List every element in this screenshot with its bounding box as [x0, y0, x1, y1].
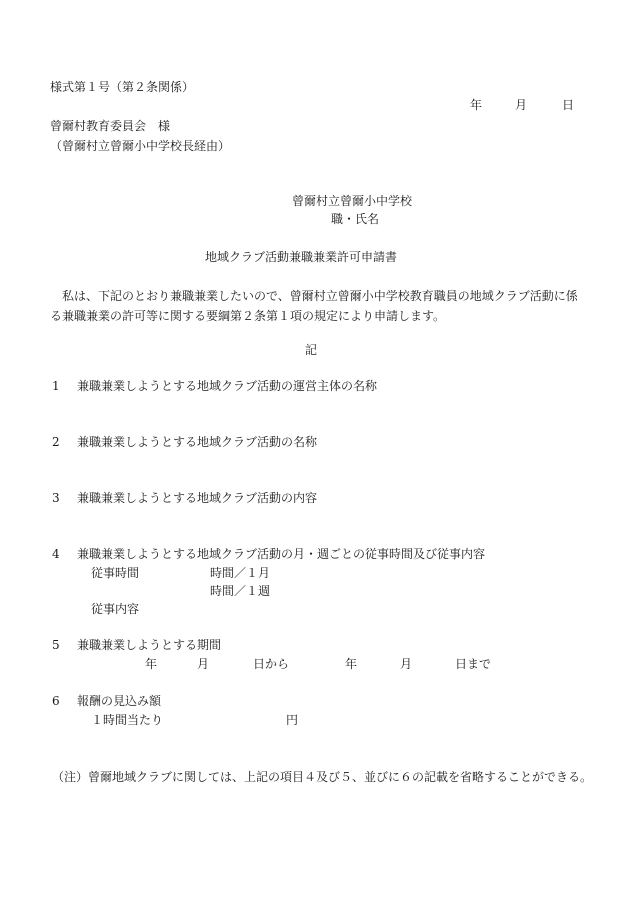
item2-number: 2: [52, 435, 60, 449]
ki-label: 記: [305, 343, 318, 357]
item5-from-year: 年: [145, 657, 158, 671]
item4-content-label: 従事内容: [91, 602, 140, 616]
item5-number: 5: [52, 638, 60, 652]
applicant-school: 曾爾村立曾爾小中学校: [292, 194, 413, 208]
body-paragraph: 私は、下記のとおり兼職兼業したいので、曾爾村立曾爾小中学校教育職員の地域クラブ活動に係る兼職兼業の許可等に関する要綱第２条第１項の規定により申請します。: [50, 289, 578, 323]
item5-from-month: 月: [197, 657, 210, 671]
date-year-label: 年: [470, 98, 483, 112]
item4-hours-label: 従事時間: [91, 566, 140, 580]
item5-from-day: 日から: [253, 657, 290, 671]
item5-to-month: 月: [400, 657, 413, 671]
via-principal: （曾爾村立曾爾小中学校長経由）: [50, 139, 231, 153]
item6-per-hour: １時間当たり: [91, 713, 164, 727]
footnote: （注）曾爾地域クラブに関しては、上記の項目４及び５、並びに６の記載を省略することができる。: [52, 770, 593, 784]
item3-number: 3: [52, 491, 60, 505]
date-month-label: 月: [515, 98, 528, 112]
item1-number: 1: [52, 379, 60, 393]
document-title: 地域クラブ活動兼職兼業許可申請書: [205, 250, 398, 264]
item3-text: 兼職兼業しようとする地域クラブ活動の内容: [77, 491, 318, 505]
item4-text: 兼職兼業しようとする地域クラブ活動の月・週ごとの従事時間及び従事内容: [77, 547, 486, 561]
applicant-name-label: 職・氏名: [331, 212, 380, 226]
item6-yen: 円: [286, 713, 299, 727]
item4-number: 4: [52, 547, 60, 561]
addressee: 曾爾村教育委員会 様: [50, 119, 171, 133]
item5-text: 兼職兼業しようとする期間: [77, 638, 222, 652]
item4-per-month: 時間／１月: [210, 566, 271, 580]
item2-text: 兼職兼業しようとする地域クラブ活動の名称: [77, 435, 318, 449]
item5-to-year: 年: [345, 657, 358, 671]
item6-number: 6: [52, 694, 60, 708]
item4-per-week: 時間／１週: [210, 584, 271, 598]
date-day-label: 日: [562, 98, 575, 112]
item1-text: 兼職兼業しようとする地域クラブ活動の運営主体の名称: [77, 379, 378, 393]
item5-to-day: 日まで: [455, 657, 492, 671]
form-number: 様式第１号（第２条関係）: [50, 80, 195, 94]
item6-text: 報酬の見込み額: [77, 694, 162, 708]
